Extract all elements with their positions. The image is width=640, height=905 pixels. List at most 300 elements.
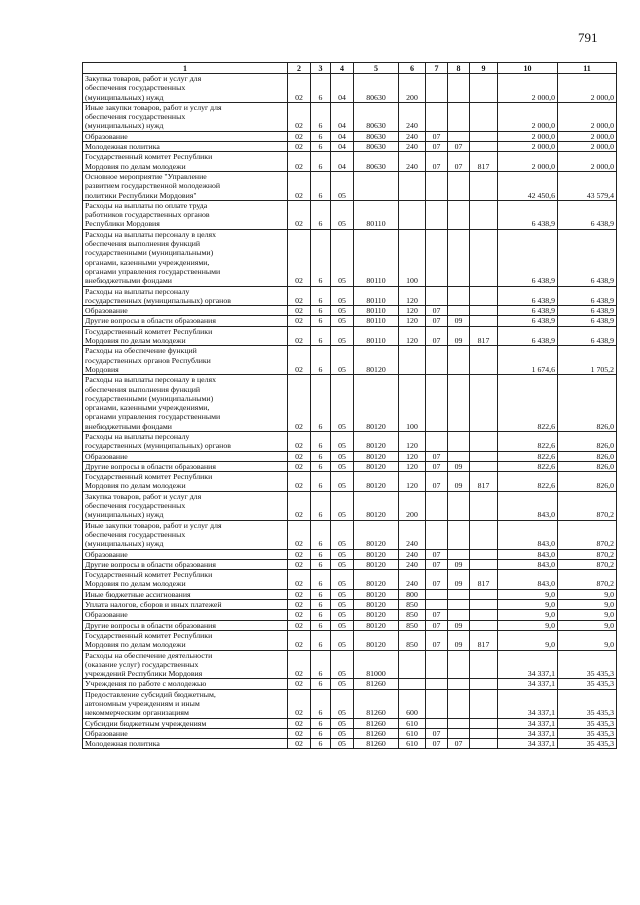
cell-c7 [426,200,448,229]
row-name-line: Иные закупки товаров, работ и услуг для [85,102,222,112]
cell-c7 [426,689,448,718]
cell-c10: 9,0 [498,610,558,620]
cell-c7: 07 [426,142,448,152]
cell-c6: 120 [399,461,426,471]
cell-c9 [470,728,498,738]
cell-c5: 81260 [354,728,399,738]
cell-c4: 04 [331,152,354,172]
row-name-line: Закупка товаров, работ и услуг для [85,74,202,83]
cell-c10: 2 000,0 [498,142,558,152]
cell-c9 [470,650,498,679]
cell-c3: 6 [311,689,331,718]
cell-c5: 80110 [354,229,399,286]
cell-c4: 05 [331,229,354,286]
cell-c5: 80110 [354,326,399,346]
cell-c9 [470,491,498,520]
cell-c3: 6 [311,131,331,141]
column-header-1: 1 [83,63,288,74]
column-header-2: 2 [288,63,311,74]
cell-c6: 850 [399,620,426,630]
cell-c5: 80120 [354,630,399,650]
cell-c9 [470,718,498,728]
cell-c3: 6 [311,74,331,103]
page-number: 791 [578,30,598,45]
cell-c9 [470,171,498,200]
cell-c2: 02 [288,200,311,229]
cell-c2: 02 [288,728,311,738]
cell-c11: 870,2 [558,491,617,520]
cell-c9 [470,306,498,316]
cell-c10: 843,0 [498,559,558,569]
cell-c6: 120 [399,306,426,316]
cell-c2: 02 [288,346,311,375]
row-name-line: (муниципальных) нужд [85,121,164,131]
cell-c11: 35 435,3 [558,728,617,738]
cell-c6: 240 [399,102,426,131]
cell-c4: 05 [331,689,354,718]
row-name [83,728,288,738]
cell-c11: 35 435,3 [558,689,617,718]
cell-c11: 35 435,3 [558,739,617,749]
cell-c9 [470,451,498,461]
table-row [83,316,617,326]
cell-c6: 800 [399,589,426,599]
row-name-line: обеспечения выполнения функций [85,239,201,249]
table-row [83,679,617,689]
table-row [83,451,617,461]
table-row [83,491,617,520]
cell-c9 [470,286,498,306]
row-name [83,570,288,590]
cell-c3: 6 [311,142,331,152]
cell-c6 [399,679,426,689]
cell-c4: 05 [331,375,354,432]
table-row [83,718,617,728]
cell-c2: 02 [288,102,311,131]
table-row [83,171,617,200]
cell-c4: 05 [331,451,354,461]
cell-c10: 822,6 [498,375,558,432]
row-name-line: Расходы на выплаты персоналу [85,431,190,441]
cell-c4: 05 [331,316,354,326]
cell-c3: 6 [311,102,331,131]
row-name-line: государственными (муниципальными) [85,248,214,258]
cell-c11: 43 579,4 [558,171,617,200]
cell-c9 [470,559,498,569]
cell-c5 [354,171,399,200]
cell-c7 [426,431,448,451]
cell-c11: 870,2 [558,559,617,569]
cell-c7 [426,520,448,549]
row-name-line: государственных (муниципальных) органов [85,295,231,305]
cell-c2: 02 [288,520,311,549]
cell-c9: 817 [470,152,498,172]
cell-c5: 81260 [354,689,399,718]
cell-c8 [448,375,470,432]
cell-c9 [470,316,498,326]
cell-c7: 07 [426,739,448,749]
table-row [83,610,617,620]
cell-c2: 02 [288,142,311,152]
row-name-line: Уплата налогов, сборов и иных платежей [85,600,222,610]
row-name-line: Расходы на выплаты персоналу в целях [85,375,216,385]
column-header-8: 8 [448,63,470,74]
cell-c8 [448,679,470,689]
cell-c8: 09 [448,570,470,590]
table-row [83,461,617,471]
cell-c4: 05 [331,739,354,749]
cell-c5: 80120 [354,620,399,630]
cell-c8 [448,431,470,451]
cell-c3: 6 [311,559,331,569]
cell-c8 [448,520,470,549]
cell-c6: 240 [399,152,426,172]
row-name-line: (муниципальных) нужд [85,510,164,520]
cell-c2: 02 [288,74,311,103]
row-name-line: обеспечения государственных [85,112,186,122]
cell-c4: 04 [331,131,354,141]
cell-c7: 07 [426,728,448,738]
table-row [83,739,617,749]
cell-c8 [448,689,470,718]
cell-c10: 6 438,9 [498,326,558,346]
cell-c2: 02 [288,589,311,599]
cell-c2: 02 [288,630,311,650]
cell-c11: 6 438,9 [558,229,617,286]
row-name [83,600,288,610]
table-row [83,559,617,569]
cell-c2: 02 [288,559,311,569]
cell-c7 [426,600,448,610]
row-name-line: обеспечения государственных [85,83,186,93]
row-name [83,316,288,326]
cell-c5: 80120 [354,375,399,432]
row-name-line: Другие вопросы в области образования [85,559,216,569]
cell-c10: 843,0 [498,491,558,520]
table-body [83,74,617,749]
cell-c4: 05 [331,679,354,689]
cell-c2: 02 [288,570,311,590]
cell-c5: 80120 [354,346,399,375]
cell-c11: 870,2 [558,549,617,559]
cell-c2: 02 [288,679,311,689]
cell-c8 [448,718,470,728]
row-name [83,142,288,152]
cell-c3: 6 [311,431,331,451]
table-row [83,689,617,718]
cell-c10: 6 438,9 [498,200,558,229]
row-name [83,620,288,630]
cell-c4: 05 [331,306,354,316]
row-name [83,739,288,749]
cell-c11: 2 000,0 [558,74,617,103]
row-name-line: Образование [85,306,128,316]
cell-c9 [470,461,498,471]
cell-c4: 05 [331,200,354,229]
row-name [83,346,288,375]
table-row [83,326,617,346]
cell-c6: 100 [399,229,426,286]
cell-c8 [448,171,470,200]
row-name [83,559,288,569]
cell-c3: 6 [311,451,331,461]
cell-c7: 07 [426,316,448,326]
cell-c6: 100 [399,375,426,432]
row-name-line: Государственный комитет Республики [85,570,213,580]
row-name [83,718,288,728]
cell-c4: 05 [331,171,354,200]
cell-c6: 850 [399,610,426,620]
cell-c10: 2 000,0 [498,102,558,131]
cell-c2: 02 [288,472,311,492]
cell-c7 [426,375,448,432]
cell-c10: 34 337,1 [498,689,558,718]
cell-c10: 843,0 [498,570,558,590]
cell-c5: 80630 [354,152,399,172]
cell-c6 [399,346,426,375]
table-row [83,229,617,286]
cell-c7: 07 [426,152,448,172]
cell-c8 [448,102,470,131]
cell-c7 [426,102,448,131]
row-name-line: внебюджетными фондами [85,421,172,431]
cell-c11: 826,0 [558,451,617,461]
row-name [83,610,288,620]
cell-c9 [470,589,498,599]
row-name-line: органами управления государственными [85,412,221,422]
cell-c9 [470,142,498,152]
table-row [83,74,617,103]
row-name-line: внебюджетными фондами [85,276,172,286]
row-name-line: Мордовия по делам молодежи [85,336,186,346]
cell-c2: 02 [288,431,311,451]
cell-c6: 120 [399,326,426,346]
row-name-line: работников государственных органов [85,210,210,220]
cell-c4: 05 [331,461,354,471]
cell-c2: 02 [288,306,311,316]
cell-c2: 02 [288,739,311,749]
cell-c3: 6 [311,491,331,520]
table-row [83,346,617,375]
cell-c7: 07 [426,549,448,559]
cell-c8 [448,650,470,679]
cell-c8 [448,306,470,316]
cell-c5: 80120 [354,451,399,461]
cell-c11: 6 438,9 [558,200,617,229]
cell-c10: 2 000,0 [498,131,558,141]
row-name-line: Другие вопросы в области образования [85,461,216,471]
cell-c3: 6 [311,229,331,286]
cell-c2: 02 [288,461,311,471]
cell-c6: 240 [399,131,426,141]
row-name-line: Образование [85,451,128,461]
cell-c3: 6 [311,461,331,471]
cell-c5: 80120 [354,491,399,520]
row-name-line: Мордовия [85,364,119,374]
row-name-line: Другие вопросы в области образования [85,620,216,630]
row-name-line: Иные бюджетные ассигнования [85,589,191,599]
cell-c10: 2 000,0 [498,74,558,103]
row-name-line: обеспечения государственных [85,501,186,511]
cell-c3: 6 [311,286,331,306]
cell-c8: 09 [448,316,470,326]
cell-c9 [470,600,498,610]
cell-c10: 34 337,1 [498,718,558,728]
row-name [83,286,288,306]
row-name-line: Расходы на выплаты по оплате труда [85,200,208,210]
cell-c5: 80120 [354,472,399,492]
cell-c4: 04 [331,74,354,103]
cell-c3: 6 [311,152,331,172]
cell-c11: 826,0 [558,461,617,471]
cell-c9 [470,131,498,141]
row-name [83,74,288,103]
cell-c8 [448,728,470,738]
row-name-line: органами, казенными учреждениями, [85,403,210,413]
cell-c8 [448,286,470,306]
row-name-line: Республики Мордовия [85,219,160,229]
cell-c2: 02 [288,451,311,461]
row-name-line: Расходы на выплаты персоналу [85,286,190,296]
row-name [83,472,288,492]
cell-c5: 80120 [354,600,399,610]
cell-c4: 05 [331,549,354,559]
row-name-line: политики Республики Мордовия" [85,190,197,200]
cell-c6: 120 [399,286,426,306]
table-row [83,589,617,599]
cell-c7: 07 [426,461,448,471]
cell-c9 [470,679,498,689]
cell-c3: 6 [311,650,331,679]
cell-c10: 34 337,1 [498,728,558,738]
cell-c10: 822,6 [498,472,558,492]
row-name-line: Молодежная политика [85,142,160,152]
row-name [83,520,288,549]
table-row [83,375,617,432]
table-row [83,200,617,229]
cell-c9 [470,431,498,451]
cell-c11: 9,0 [558,610,617,620]
row-name-line: органами, казенными учреждениями, [85,257,210,267]
cell-c4: 05 [331,610,354,620]
cell-c7 [426,718,448,728]
cell-c10: 843,0 [498,549,558,559]
cell-c5: 80120 [354,520,399,549]
cell-c7: 07 [426,451,448,461]
row-name-line: Молодежная политика [85,739,160,749]
cell-c7: 07 [426,131,448,141]
cell-c4: 05 [331,570,354,590]
cell-c2: 02 [288,229,311,286]
cell-c11: 2 000,0 [558,131,617,141]
cell-c7: 07 [426,559,448,569]
row-name [83,679,288,689]
row-name-line: обеспечения государственных [85,529,186,539]
cell-c10: 6 438,9 [498,316,558,326]
column-header-9: 9 [470,63,498,74]
row-name-line: (муниципальных) нужд [85,539,164,549]
row-name [83,431,288,451]
row-name-line: государственных органов Республики [85,355,211,365]
cell-c4: 04 [331,102,354,131]
cell-c2: 02 [288,600,311,610]
cell-c2: 02 [288,650,311,679]
cell-c10: 34 337,1 [498,739,558,749]
cell-c10: 9,0 [498,630,558,650]
cell-c11: 2 000,0 [558,142,617,152]
cell-c11: 9,0 [558,620,617,630]
cell-c3: 6 [311,306,331,316]
cell-c4: 05 [331,718,354,728]
row-name [83,630,288,650]
row-name-line: развитием государственной молодежной [85,181,221,191]
cell-c4: 05 [331,520,354,549]
cell-c2: 02 [288,316,311,326]
cell-c6: 610 [399,728,426,738]
cell-c3: 6 [311,610,331,620]
budget-table [82,62,617,749]
cell-c6: 240 [399,570,426,590]
cell-c10: 2 000,0 [498,152,558,172]
cell-c10: 822,6 [498,431,558,451]
row-name-line: Государственный комитет Республики [85,326,213,336]
cell-c2: 02 [288,689,311,718]
cell-c9: 817 [470,630,498,650]
cell-c7: 07 [426,610,448,620]
row-name [83,689,288,718]
cell-c3: 6 [311,600,331,610]
cell-c11: 6 438,9 [558,326,617,346]
cell-c6: 200 [399,74,426,103]
cell-c9 [470,102,498,131]
column-header-3: 3 [311,63,331,74]
cell-c2: 02 [288,286,311,306]
row-name-line: некоммерческим организациям [85,708,189,718]
cell-c11: 9,0 [558,600,617,610]
row-name-line: Мордовия по делам молодежи [85,640,186,650]
table-row [83,570,617,590]
cell-c11: 2 000,0 [558,152,617,172]
cell-c7 [426,286,448,306]
cell-c11: 6 438,9 [558,286,617,306]
cell-c11: 826,0 [558,431,617,451]
cell-c8 [448,74,470,103]
cell-c11: 826,0 [558,472,617,492]
cell-c3: 6 [311,728,331,738]
cell-c4: 05 [331,728,354,738]
cell-c7 [426,346,448,375]
row-name [83,451,288,461]
table-row [83,142,617,152]
cell-c3: 6 [311,316,331,326]
cell-c11: 9,0 [558,589,617,599]
table-row [83,306,617,316]
cell-c8: 07 [448,739,470,749]
cell-c9 [470,229,498,286]
row-name-line: Закупка товаров, работ и услуг для [85,491,202,501]
cell-c3: 6 [311,630,331,650]
cell-c8 [448,491,470,520]
cell-c7: 07 [426,630,448,650]
table-row [83,520,617,549]
row-name [83,375,288,432]
row-name-line: обеспечения выполнения функций [85,384,201,394]
cell-c8 [448,600,470,610]
row-name-line: Другие вопросы в области образования [85,316,216,326]
cell-c6: 240 [399,520,426,549]
cell-c8 [448,589,470,599]
cell-c5: 81260 [354,679,399,689]
